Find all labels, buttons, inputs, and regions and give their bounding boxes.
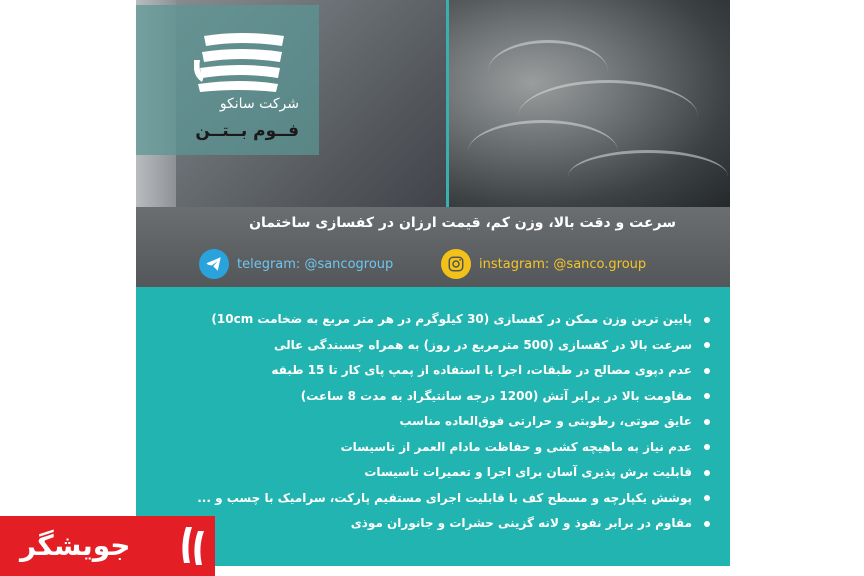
bullet-icon [704, 342, 710, 348]
telegram-link[interactable] [199, 249, 393, 279]
info-band [136, 207, 730, 287]
instagram-icon [441, 249, 471, 279]
features-panel [136, 287, 730, 566]
watermark-text: جویشگر [20, 529, 131, 562]
instagram-link[interactable] [441, 249, 646, 279]
telegram-icon [199, 249, 229, 279]
foam-wave [568, 150, 728, 203]
logo-company-name: شرکت سانکو [219, 96, 299, 112]
feature-item: سرعت بالا در کفسازی (500 مترمربع در روز) به همراه چسبندگی عالی [197, 336, 710, 362]
tagline: سرعت و دقت بالا، وزن کم، قیمت ارزان در کفسازی ساختمان [249, 215, 676, 231]
feature-item: قابلیت برش پذیری آسان برای اجرا و تعمیرات تاسیسات [197, 463, 710, 489]
bullet-icon [704, 393, 710, 399]
bullet-icon [704, 419, 710, 425]
sanco-logo-icon [194, 32, 286, 94]
joyeshgar-logo-icon [172, 525, 208, 567]
feature-item: عدم دپوی مصالح در طبقات، اجرا با استفاده از پمپ پای کار تا 15 طبقه [197, 361, 710, 387]
feature-item: مقاومت بالا در برابر آتش (1200 درجه سانتیگراد به مدت 8 ساعت) [197, 387, 710, 413]
telegram-handle: telegram: @sancogroup [237, 256, 394, 272]
bullet-icon [704, 368, 710, 374]
ad-card [136, 0, 730, 566]
logo-panel [136, 5, 319, 155]
feature-item: عدم نیاز به ماهیچه کشی و حفاظت مادام العمر از تاسیسات [197, 438, 710, 464]
bullet-icon [704, 317, 710, 323]
feature-item: مقاوم در برابر نفوذ و لانه گزینی حشرات و جانوران موذی [197, 514, 710, 540]
feature-item: پایین ترین وزن ممکن در کفسازی (30 کیلوگرم در هر متر مربع به ضخامت 10cm) [197, 310, 710, 336]
instagram-handle: instagram: @sanco.group [479, 256, 647, 272]
pouring-foam-concrete-photo [448, 0, 730, 207]
photo-divider [446, 0, 449, 207]
logo-product-name: فــوم بــتــن [195, 121, 299, 141]
features-list [197, 310, 710, 540]
feature-item: پوشش یکپارچه و مسطح کف با قابلیت اجرای مستقیم پارکت، سرامیک با چسب و ... [197, 489, 710, 515]
bullet-icon [704, 444, 710, 450]
feature-item: عایق صوتی، رطوبتی و حرارتی فوق‌العاده مناسب [197, 412, 710, 438]
joyeshgar-watermark[interactable] [0, 516, 215, 576]
bullet-icon [704, 495, 710, 501]
bullet-icon [704, 521, 710, 527]
bullet-icon [704, 470, 710, 476]
